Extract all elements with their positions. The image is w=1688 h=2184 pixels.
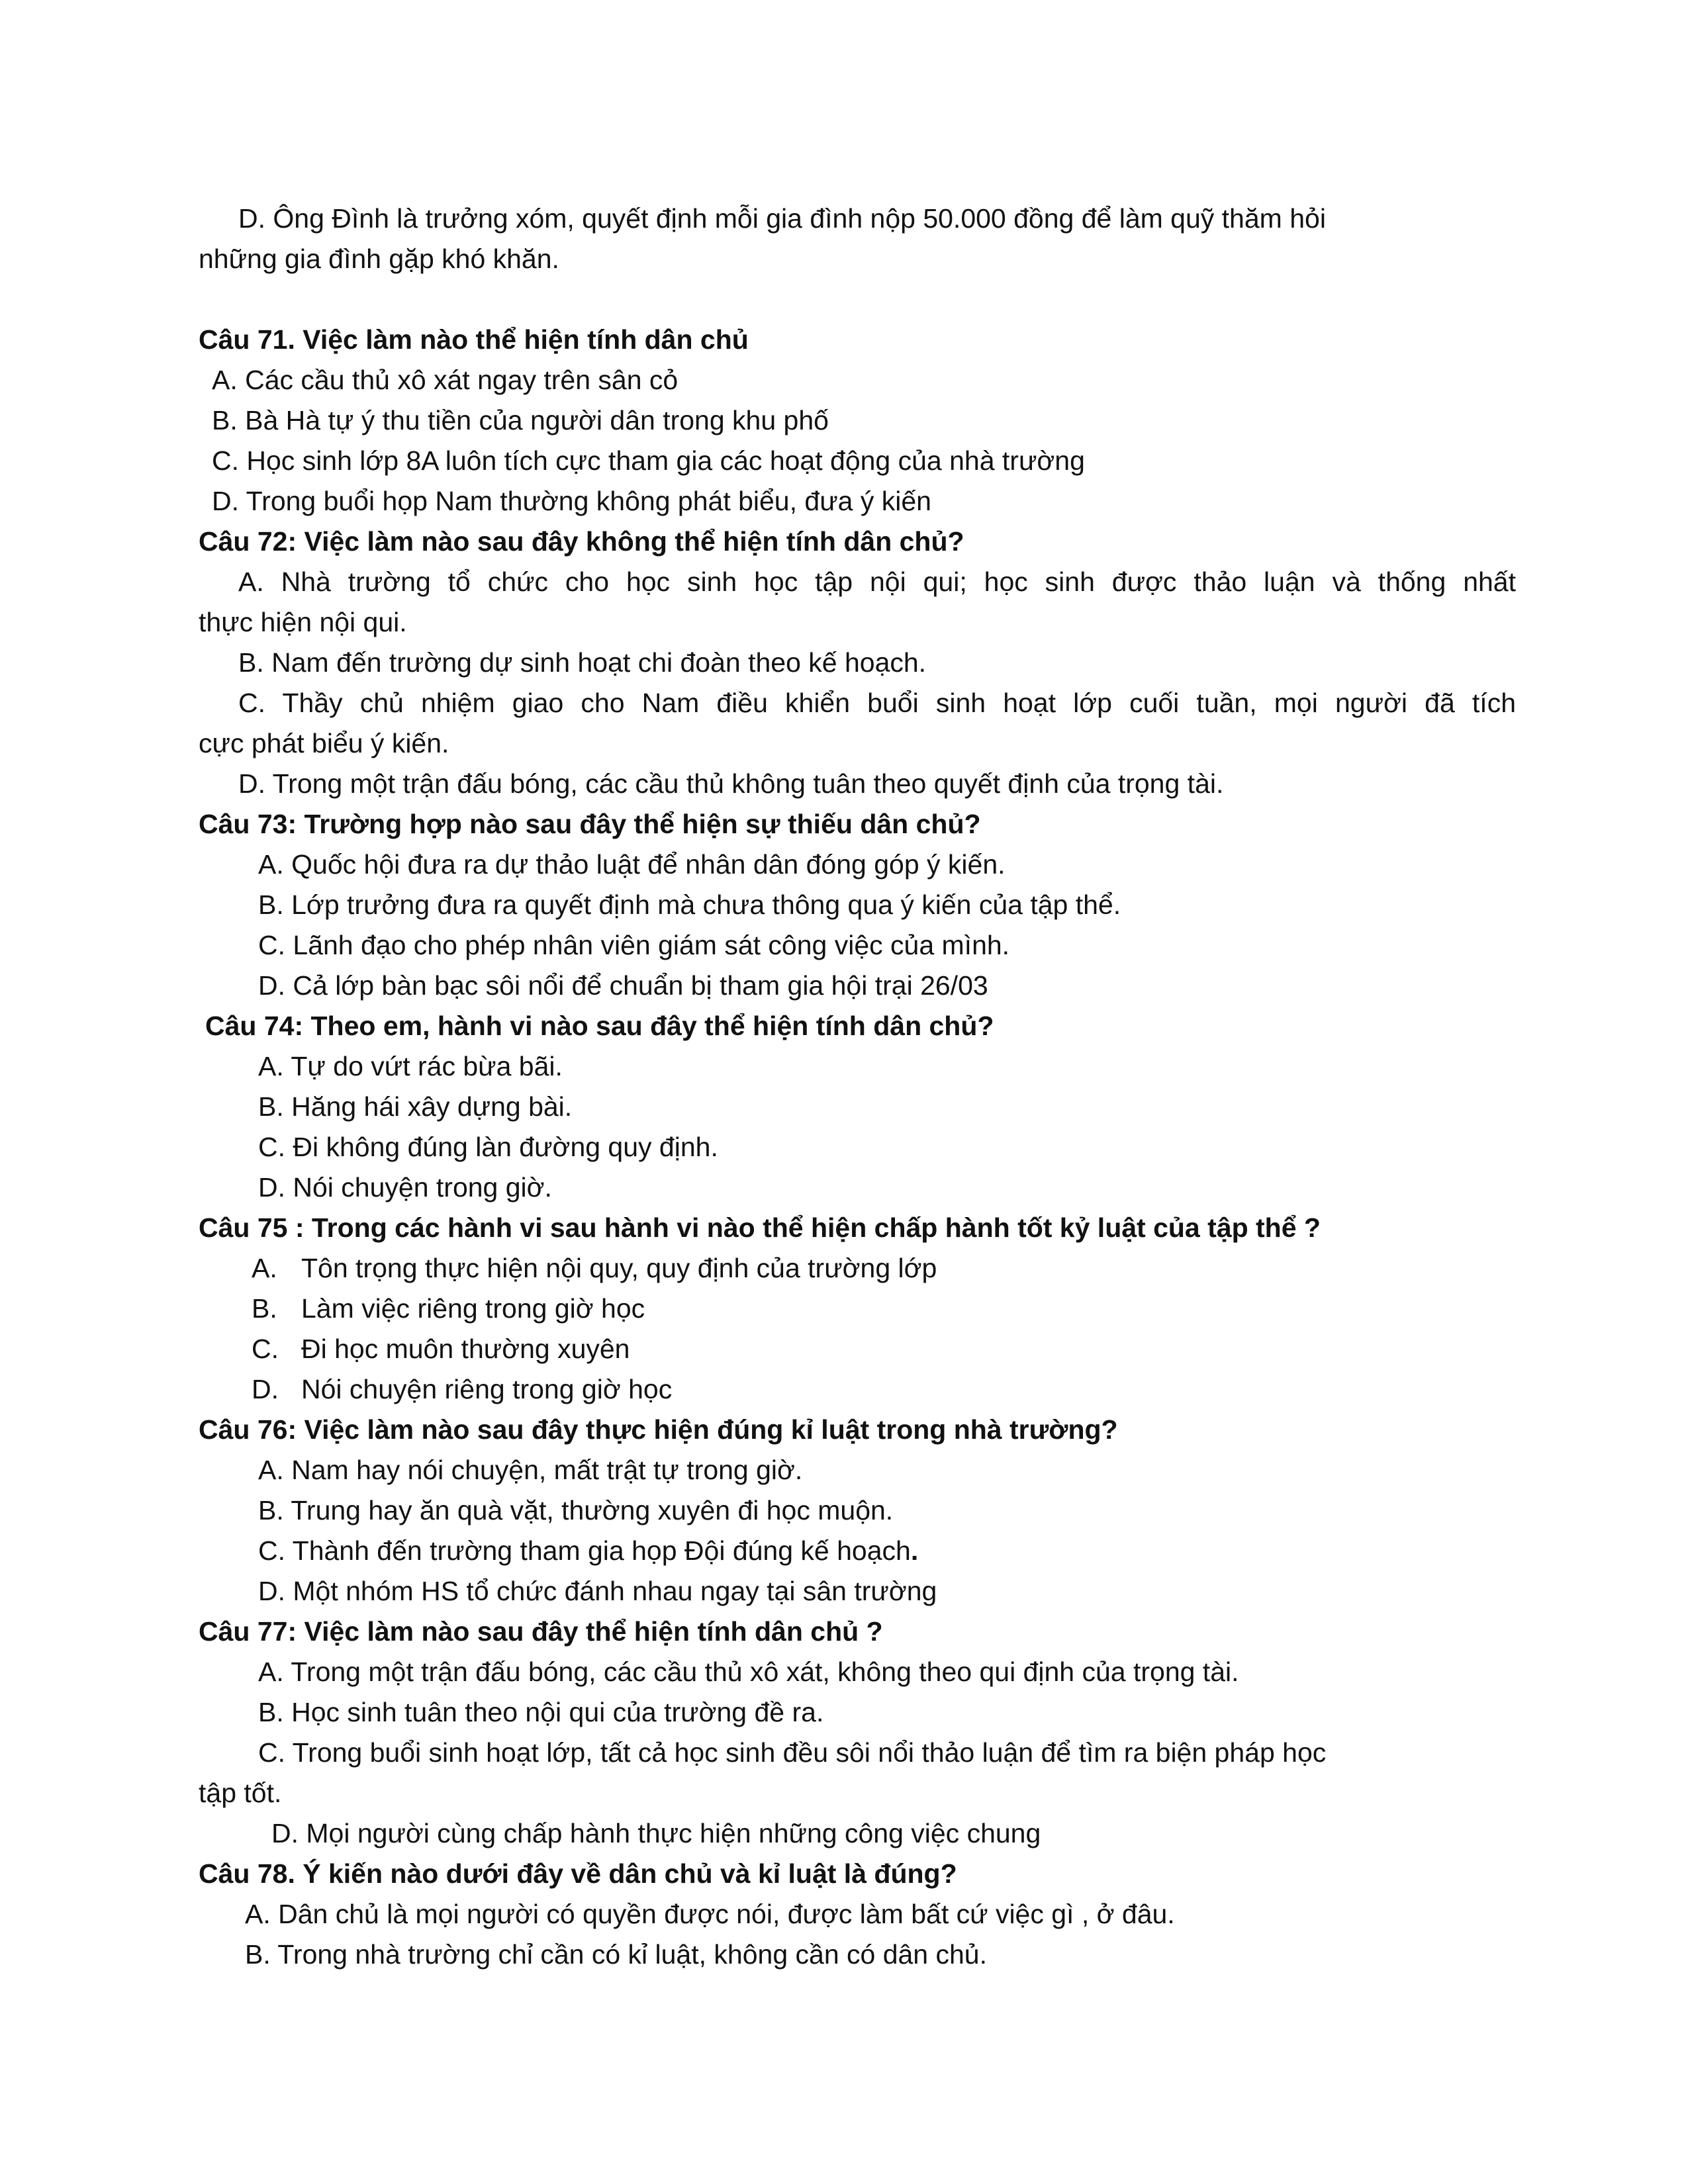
question-72-title: Câu 72: Việc làm nào sau đây không thể hiện tính dân chủ? xyxy=(199,526,964,557)
option-letter: C. xyxy=(252,1334,279,1364)
question-77-option-b: B. Học sinh tuân theo nội qui của trường đề ra. xyxy=(258,1697,824,1727)
option-letter: B. xyxy=(252,1293,277,1324)
question-71-option-a: A. Các cầu thủ xô xát ngay trên sân cỏ xyxy=(212,365,679,395)
question-77-option-d: D. Mọi người cùng chấp hành thực hiện những công việc chung xyxy=(271,1818,1041,1848)
option-text: Làm việc riêng trong giờ học xyxy=(301,1293,645,1324)
question-72-option-d: D. Trong một trận đấu bóng, các cầu thủ không tuân theo quyết định của trọng tài. xyxy=(238,768,1224,799)
question-78-title: Câu 78. Ý kiến nào dưới đây về dân chủ và kỉ luật là đúng? xyxy=(199,1858,957,1889)
spacer xyxy=(199,279,1516,320)
question-75-option-d xyxy=(199,1369,1516,1410)
question-74-option-b: B. Hăng hái xây dựng bài. xyxy=(258,1091,573,1122)
question-71-option-c: C. Học sinh lớp 8A luôn tích cực tham gia các hoạt động của nhà trường xyxy=(212,445,1085,476)
option-text: C. Thành đến trường tham gia họp Đội đúng kế hoạch xyxy=(258,1535,911,1566)
question-73-option-d: D. Cả lớp bàn bạc sôi nổi để chuẩn bị tham gia hội trại 26/03 xyxy=(258,970,988,1001)
question-74-title: Câu 74: Theo em, hành vi nào sau đây thể hiện tính dân chủ? xyxy=(205,1011,994,1041)
question-73-title: Câu 73: Trường hợp nào sau đây thể hiện sự thiếu dân chủ? xyxy=(199,809,981,839)
option-letter: A. xyxy=(252,1253,277,1283)
option-text: Đi học muôn thường xuyên xyxy=(301,1334,630,1364)
question-76-option-a: A. Nam hay nói chuyện, mất trật tự trong giờ. xyxy=(258,1455,803,1485)
question-76-option-b: B. Trung hay ăn quà vặt, thường xuyên đi học muộn. xyxy=(258,1495,894,1525)
question-74-option-c: C. Đi không đúng làn đường quy định. xyxy=(258,1132,718,1162)
question-76-title: Câu 76: Việc làm nào sau đây thực hiện đúng kỉ luật trong nhà trường? xyxy=(199,1414,1118,1445)
prev-option-d-line2: những gia đình gặp khó khăn. xyxy=(199,244,559,274)
question-77-title: Câu 77: Việc làm nào sau đây thể hiện tính dân chủ ? xyxy=(199,1616,883,1647)
question-72-option-a-line2: thực hiện nội qui. xyxy=(199,607,407,637)
question-72-option-c-line2: cực phát biểu ý kiến. xyxy=(199,728,449,758)
question-77-option-c-line2: tập tốt. xyxy=(199,1778,282,1808)
question-77-option-a: A. Trong một trận đấu bóng, các cầu thủ xô xát, không theo qui định của trọng tài. xyxy=(258,1657,1239,1687)
question-75-option-a xyxy=(199,1248,1516,1289)
prev-option-d-line1: D. Ông Đình là trưởng xóm, quyết định mỗi gia đình nộp 50.000 đồng để làm quỹ thăm hỏi xyxy=(238,203,1326,234)
option-bold-period: . xyxy=(910,1535,919,1566)
question-71-option-d: D. Trong buổi họp Nam thường không phát biểu, đưa ý kiến xyxy=(212,486,931,516)
question-72-option-c-line1: C. Thầy chủ nhiệm giao cho Nam điều khiển buổi sinh hoạt lớp cuối tuần, mọi người đã tích xyxy=(238,688,1516,718)
document-body xyxy=(199,199,1516,1975)
question-78-option-a: A. Dân chủ là mọi người có quyền được nói, được làm bất cứ việc gì , ở đâu. xyxy=(245,1899,1175,1929)
question-72-option-a-line1: A. Nhà trường tổ chức cho học sinh học tập nội qui; học sinh được thảo luận và thống nhất xyxy=(238,567,1516,597)
option-letter: D. xyxy=(252,1374,279,1404)
question-72-option-b: B. Nam đến trường dự sinh hoạt chi đoàn theo kế hoạch. xyxy=(238,647,927,678)
question-73-option-c: C. Lãnh đạo cho phép nhân viên giám sát công việc của mình. xyxy=(258,930,1010,960)
question-74-option-a: A. Tự do vứt rác bừa bãi. xyxy=(258,1051,563,1081)
question-71-option-b: B. Bà Hà tự ý thu tiền của người dân trong khu phố xyxy=(212,405,829,435)
question-75-option-c xyxy=(199,1329,1516,1369)
question-73-option-b: B. Lớp trưởng đưa ra quyết định mà chưa thông qua ý kiến của tập thể. xyxy=(258,889,1121,920)
question-78-option-b: B. Trong nhà trường chỉ cần có kỉ luật, không cần có dân chủ. xyxy=(245,1939,987,1970)
question-75-title: Câu 75 : Trong các hành vi sau hành vi nào thể hiện chấp hành tốt kỷ luật của tập thể ? xyxy=(199,1212,1321,1243)
option-text: Nói chuyện riêng trong giờ học xyxy=(301,1374,673,1404)
question-71-title: Câu 71. Việc làm nào thể hiện tính dân chủ xyxy=(199,324,749,355)
question-76-option-d: D. Một nhóm HS tổ chức đánh nhau ngay tại sân trường xyxy=(258,1576,937,1606)
option-text: Tôn trọng thực hiện nội quy, quy định của trường lớp xyxy=(301,1253,937,1283)
question-77-option-c-line1: C. Trong buổi sinh hoạt lớp, tất cả học sinh đều sôi nổi thảo luận để tìm ra biện pháp học xyxy=(258,1737,1327,1768)
question-73-option-a: A. Quốc hội đưa ra dự thảo luật để nhân dân đóng góp ý kiến. xyxy=(258,849,1006,880)
question-76-option-c xyxy=(199,1531,1516,1571)
question-75-option-b xyxy=(199,1289,1516,1329)
question-74-option-d: D. Nói chuyện trong giờ. xyxy=(258,1172,552,1203)
